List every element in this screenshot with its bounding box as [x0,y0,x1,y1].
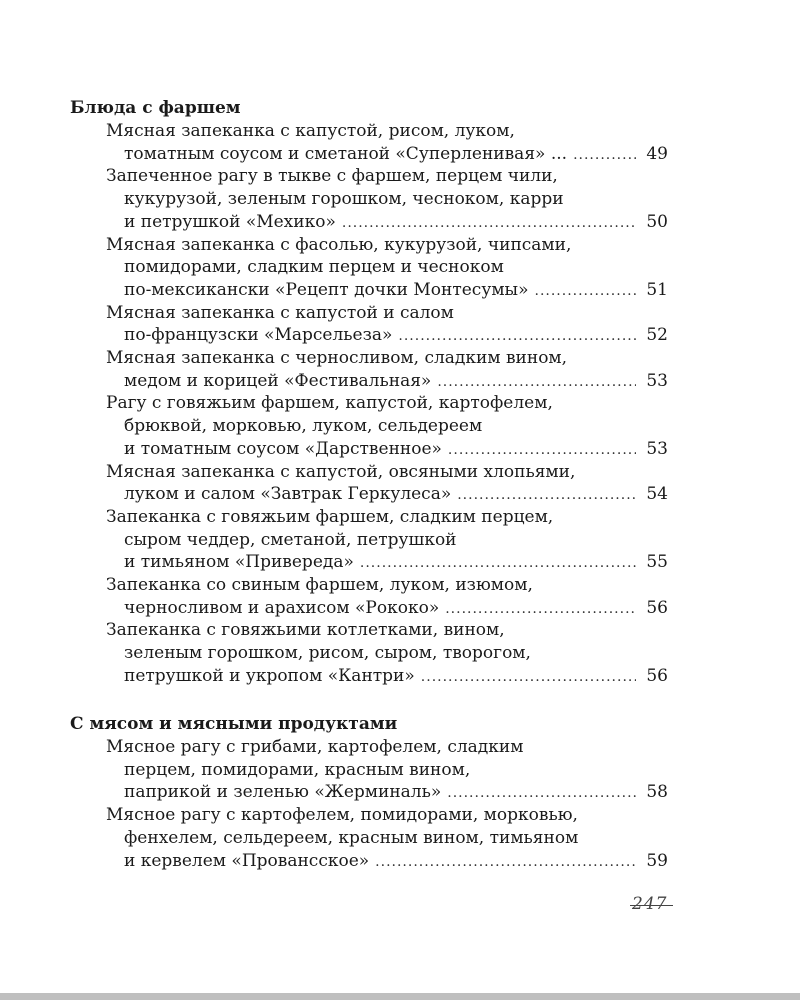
toc-entry-continuation: сыром чеддер, сметаной, петрушкой [124,529,457,550]
bottom-edge [0,993,800,1000]
toc-entry-continuation: брюквой, морковью, луком, сельдереем [124,416,483,437]
toc-entry-last-line [124,279,668,303]
dot-leader [448,439,636,462]
toc-entry-continuation: фенхелем, сельдереем, красным вином, тимьяном [124,827,579,848]
dot-leader [360,552,636,575]
entry-page-number: 59 [646,850,668,871]
dot-leader [421,666,636,689]
toc-entry-first-line: Мясное рагу с грибами, картофелем, сладким [106,737,524,757]
toc-entry-first-line: Рагу с говяжьим фаршем, капустой, картофелем, [106,393,553,414]
entry-page-number: 58 [646,782,668,803]
toc-entry-last-line [124,850,668,874]
entry-page-number: 54 [646,484,668,505]
entry-page-number: 55 [646,552,668,573]
entry-text: и тимьяном «Привереда» [124,552,354,573]
toc-entry-first-line: Мясная запеканка с капустой, овсяными хлопьями, [106,461,576,482]
dot-leader [457,484,636,507]
toc-entry-first-line: Мясная запеканка с капустой и салом [106,302,454,323]
entry-text: петрушкой и укропом «Кантри» [124,665,415,686]
toc-entry-continuation: перцем, помидорами, красным вином, [124,759,471,780]
entry-text: и кервелем «Провансское» [124,850,370,871]
toc-entry-first-line: Мясная запеканка с капустой, рисом, луком, [106,121,515,141]
entry-page-number: 50 [646,211,668,232]
toc-entry-last-line [124,597,668,621]
entry-text: и томатным соусом «Дарственное» [124,438,442,459]
toc-entry-first-line: Запеченное рагу в тыкве с фаршем, перцем чили, [106,166,558,187]
entry-text: черносливом и арахисом «Рококо» [124,597,440,618]
entry-page-number: 53 [646,438,668,459]
toc-entry-last-line [124,143,668,167]
dot-leader [375,851,636,874]
entry-text: по-мексикански «Рецепт дочки Монтесумы» [124,279,529,300]
toc-entry-last-line [124,324,668,348]
toc-entry-last-line [124,665,668,689]
entry-text: томатным соусом и сметаной «Суперленивая» ... [124,143,568,164]
toc-entry-last-line [124,211,668,235]
toc-entry-first-line: Запеканка со свиным фаршем, луком, изюмом, [106,575,533,595]
entry-page-number: 51 [646,279,668,300]
toc-entry-continuation: помидорами, сладким перцем и чесноком [124,257,504,278]
toc-entry-first-line: Запеканка с говяжьим фаршем, сладким перцем, [106,506,554,527]
entry-page-number: 56 [646,597,668,618]
toc-entry-last-line [124,551,668,575]
dot-leader [398,325,636,348]
toc-entry-first-line: Мясное рагу с картофелем, помидорами, морковью, [106,805,578,826]
dot-leader [573,144,636,167]
entry-text: и петрушкой «Мехико» [124,211,336,232]
toc-entry-last-line [124,438,668,462]
toc-entry-first-line: Запеканка с говяжьими котлетками, вином, [106,620,505,641]
dot-leader [445,598,636,621]
entry-page-number: 49 [646,143,668,164]
dot-leader [447,782,636,805]
entry-text: паприкой и зеленью «Жерминаль» [124,782,442,803]
toc-entry-first-line: Мясная запеканка с фасолью, кукурузой, чипсами, [106,234,572,255]
toc-entry-last-line [124,781,668,805]
entry-text: по-французски «Марсельеза» [124,325,393,346]
entry-page-number: 56 [646,665,668,686]
section-title: Блюда с фаршем [70,98,241,118]
toc-entry-first-line: Мясная запеканка с черносливом, сладким вином, [106,348,568,368]
page-number: 247 [632,894,668,914]
dot-leader [535,280,637,303]
dot-leader [342,212,636,235]
entry-page-number: 53 [646,370,668,391]
toc-entry-last-line [124,483,668,507]
entry-text: луком и салом «Завтрак Геркулеса» [124,484,452,505]
dot-leader [437,371,636,394]
toc-entry-continuation: кукурузой, зеленым горошком, чесноком, карри [124,189,564,210]
entry-text: медом и корицей «Фестивальная» [124,370,432,391]
section-title: С мясом и мясными продуктами [70,714,398,734]
toc-entry-continuation: зеленым горошком, рисом, сыром, творогом, [124,643,531,664]
entry-page-number: 52 [646,325,668,346]
toc-entry-last-line [124,370,668,394]
